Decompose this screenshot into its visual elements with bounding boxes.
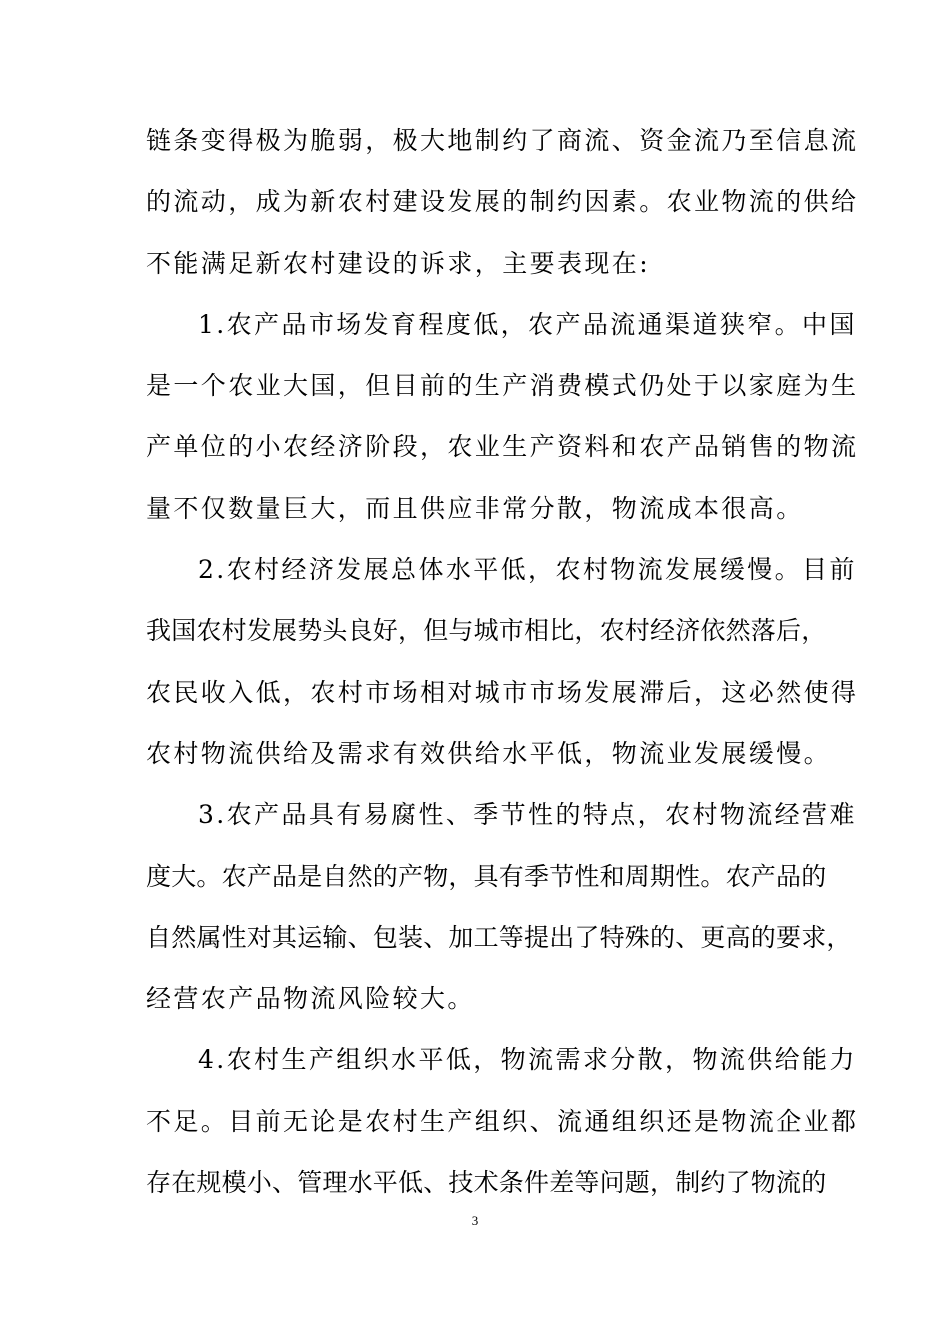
text-line: 的流动，成为新农村建设发展的制约因素。农业物流的供给 (146, 187, 859, 217)
body-text (146, 110, 859, 1213)
text-line: 是一个农业大国，但目前的生产消费模式仍处于以家庭为生 (146, 371, 859, 401)
page-number: 3 (471, 1213, 479, 1228)
text-line: 量不仅数量巨大，而且供应非常分散，物流成本很高。 (146, 493, 804, 523)
text-line: 经营农产品物流风险较大。 (146, 984, 475, 1014)
text-line: 链条变得极为脆弱，极大地制约了商流、资金流乃至信息流 (146, 126, 859, 155)
list-item-3-heading: 3.农产品具有易腐性、季节性的特点，农村物流经营难 (198, 800, 857, 830)
list-item-4-heading: 4.农村生产组织水平低，物流需求分散，物流供给能力 (198, 1045, 857, 1075)
text-line: 农民收入低，农村市场相对城市市场发展滞后，这必然使得 (146, 677, 859, 707)
text-line: 农村物流供给及需求有效供给水平低，物流业发展缓慢。 (146, 738, 832, 768)
text-line: 不足。目前无论是农村生产组织、流通组织还是物流企业都 (146, 1106, 859, 1136)
list-item-2-heading: 2.农村经济发展总体水平低，农村物流发展缓慢。目前 (198, 555, 857, 585)
text-line: 存在规模小、管理水平低、技术条件差等问题，制约了物流的 (146, 1168, 827, 1198)
text-line: 我国农村发展势头良好，但与城市相比，农村经济依然落后， (146, 616, 827, 646)
list-item-1-heading: 1.农产品市场发育程度低，农产品流通渠道狭窄。中国 (198, 309, 857, 339)
text-line: 度大。农产品是自然的产物，具有季节性和周期性。农产品的 (146, 861, 827, 891)
text-line: 自然属性对其运输、包装、加工等提出了特殊的、更高的要求， (146, 922, 852, 952)
text-line: 不能满足新农村建设的诉求，主要表现在: (146, 248, 651, 278)
text-line: 产单位的小农经济阶段，农业生产资料和农产品销售的物流 (146, 432, 859, 462)
